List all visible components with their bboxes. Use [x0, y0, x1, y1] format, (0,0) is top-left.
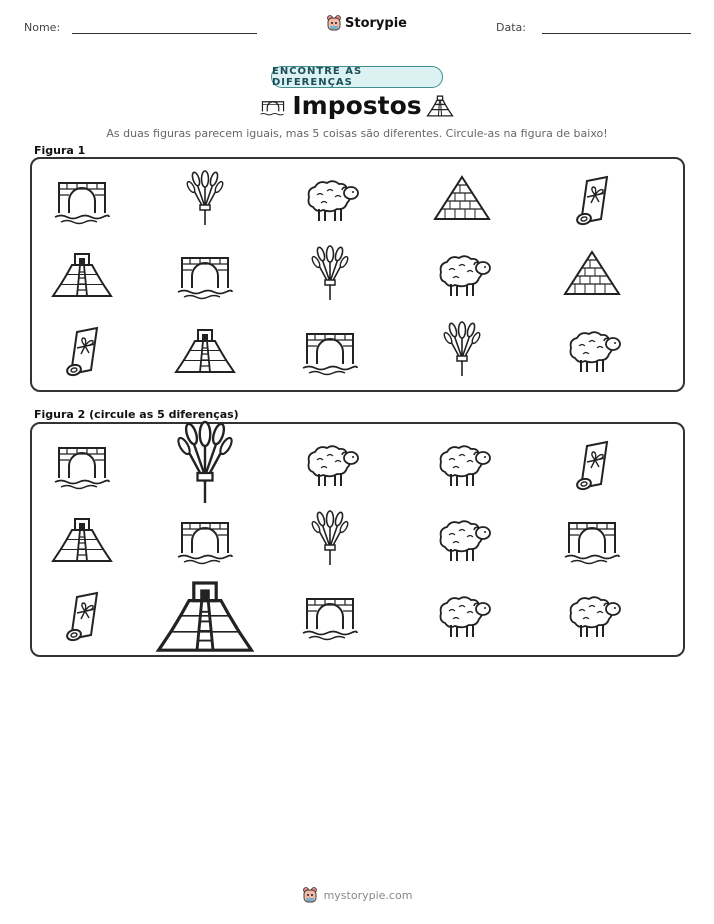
- footer-site: mystorypie.com: [323, 888, 413, 902]
- page-title: Impostos: [292, 91, 422, 120]
- figure2-cell[interactable]: [557, 432, 627, 496]
- bridge-icon: [295, 583, 365, 647]
- storypie-mascot-icon: [326, 14, 342, 32]
- date-label: Data:: [496, 21, 526, 34]
- bridge-icon: [170, 242, 240, 306]
- activity-badge: ENCONTRE AS DIFERENÇAS: [271, 66, 443, 88]
- figure1-cell: [557, 318, 627, 382]
- pyramid-icon: [557, 242, 627, 306]
- wheat-icon: [170, 167, 240, 231]
- figure2-label: Figura 2 (circule as 5 diferenças): [34, 408, 239, 421]
- figure2-cell[interactable]: [47, 432, 117, 496]
- figure1-cell: [47, 318, 117, 382]
- figure1-cell: [427, 167, 497, 231]
- figure1-panel: [30, 157, 685, 392]
- sheep-icon: [557, 583, 627, 647]
- figure2-cell[interactable]: [427, 583, 497, 647]
- title-temple-icon: [424, 93, 456, 119]
- bridge-icon: [295, 318, 365, 382]
- figure2-cell[interactable]: [557, 583, 627, 647]
- figure2-cell[interactable]: [427, 507, 497, 571]
- figure1-label: Figura 1: [34, 144, 86, 157]
- figure1-cell: [557, 242, 627, 306]
- figure2-cell[interactable]: [170, 507, 240, 571]
- wheat-icon: [153, 416, 258, 512]
- figure1-cell: [427, 242, 497, 306]
- sheep-icon: [427, 432, 497, 496]
- figure2-cell[interactable]: [427, 432, 497, 496]
- figure1-cell: [47, 167, 117, 231]
- temple-icon: [47, 242, 117, 306]
- figure1-cell: [170, 167, 240, 231]
- figure1-cell: [295, 167, 365, 231]
- temple-icon: [47, 507, 117, 571]
- figure2-cell[interactable]: [295, 507, 365, 571]
- figure2-cell[interactable]: [295, 432, 365, 496]
- figure2-cell[interactable]: [170, 432, 240, 496]
- sheep-icon: [427, 583, 497, 647]
- scroll-icon: [47, 583, 117, 647]
- bridge-icon: [47, 432, 117, 496]
- figure2-cell[interactable]: [295, 583, 365, 647]
- brand-name: Storypie: [345, 15, 407, 31]
- scroll-icon: [557, 432, 627, 496]
- figure2-cell[interactable]: [47, 583, 117, 647]
- wheat-icon: [427, 318, 497, 382]
- bridge-icon: [557, 507, 627, 571]
- figure1-cell: [295, 242, 365, 306]
- figure1-cell: [170, 318, 240, 382]
- scroll-icon: [557, 167, 627, 231]
- scroll-icon: [47, 318, 117, 382]
- figure2-cell[interactable]: [47, 507, 117, 571]
- temple-icon: [170, 318, 240, 382]
- sheep-icon: [427, 507, 497, 571]
- name-label: Nome:: [24, 21, 61, 34]
- name-line[interactable]: [72, 33, 257, 34]
- sheep-icon: [427, 242, 497, 306]
- figure1-cell: [295, 318, 365, 382]
- wheat-icon: [295, 507, 365, 571]
- figure1-cell: [427, 318, 497, 382]
- figure1-cell: [170, 242, 240, 306]
- pyramid-icon: [427, 167, 497, 231]
- brand-logo: [326, 14, 407, 32]
- instructions: As duas figuras parecem iguais, mas 5 coisas são diferentes. Circule-as na figura de baixo!: [106, 127, 608, 140]
- bridge-icon: [47, 167, 117, 231]
- sheep-icon: [295, 167, 365, 231]
- figure2-panel[interactable]: [30, 422, 685, 657]
- bridge-icon: [170, 507, 240, 571]
- footer: [0, 886, 714, 904]
- wheat-icon: [295, 242, 365, 306]
- sheep-icon: [295, 432, 365, 496]
- figure1-cell: [557, 167, 627, 231]
- temple-icon: [149, 564, 261, 666]
- figure1-cell: [47, 242, 117, 306]
- date-line[interactable]: [542, 33, 691, 34]
- sheep-icon: [557, 318, 627, 382]
- storypie-mascot-icon: [302, 886, 318, 904]
- figure2-cell[interactable]: [557, 507, 627, 571]
- figure2-cell[interactable]: [170, 583, 240, 647]
